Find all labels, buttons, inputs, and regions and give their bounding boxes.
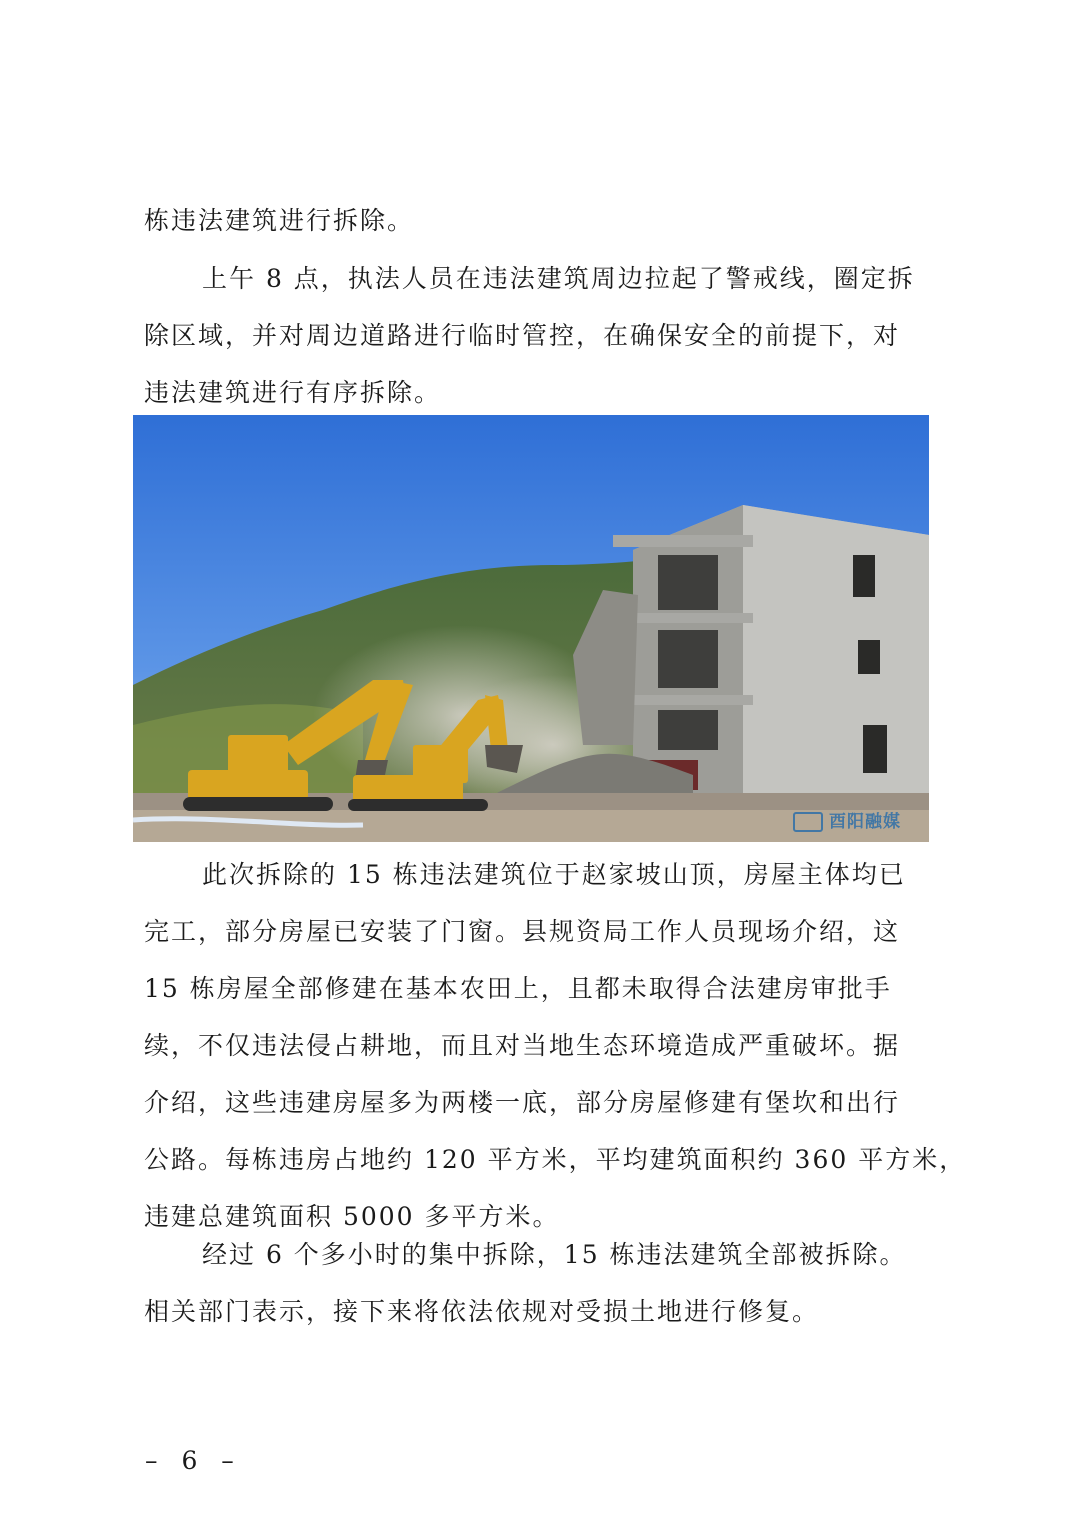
- text-line: 介绍，这些违建房屋多为两楼一底，部分房屋修建有堡坎和出行: [144, 1088, 901, 1117]
- paragraph-cordon: [144, 250, 944, 421]
- page-number: – 6 –: [145, 1446, 242, 1475]
- paragraph-conclusion: [144, 1226, 944, 1340]
- text-line: 违建总建筑面积 5000 多平方米。: [144, 1202, 560, 1231]
- paragraph-continuation: [144, 192, 944, 249]
- text-line: 续，不仅违法侵占耕地，而且对当地生态环境造成严重破坏。据: [144, 1031, 901, 1060]
- text-line: 15 栋房屋全部修建在基本农田上，且都未取得合法建房审批手: [144, 974, 892, 1003]
- text-line: 公路。每栋违房占地约 120 平方米，平均建筑面积约 360 平方米，: [144, 1145, 967, 1174]
- text-line: 完工，部分房屋已安装了门窗。县规资局工作人员现场介绍，这: [144, 917, 901, 946]
- demolition-photo: [133, 415, 929, 842]
- paragraph-details: [144, 846, 967, 1245]
- text-line: 上午 8 点，执法人员在违法建筑周边拉起了警戒线，圈定拆: [202, 264, 915, 293]
- media-logo-icon: [793, 812, 823, 832]
- watermark: 酉阳融媒: [793, 807, 901, 832]
- text-line: 除区域，并对周边道路进行临时管控，在确保安全的前提下，对: [144, 321, 901, 350]
- text-line: 此次拆除的 15 栋违法建筑位于赵家坡山顶，房屋主体均已: [202, 860, 906, 889]
- text-line: 经过 6 个多小时的集中拆除，15 栋违法建筑全部被拆除。: [202, 1240, 907, 1269]
- text-line: 栋违法建筑进行拆除。: [144, 206, 415, 235]
- text-line: 违法建筑进行有序拆除。: [144, 378, 442, 407]
- text-line: 相关部门表示，接下来将依法依规对受损土地进行修复。: [144, 1297, 820, 1326]
